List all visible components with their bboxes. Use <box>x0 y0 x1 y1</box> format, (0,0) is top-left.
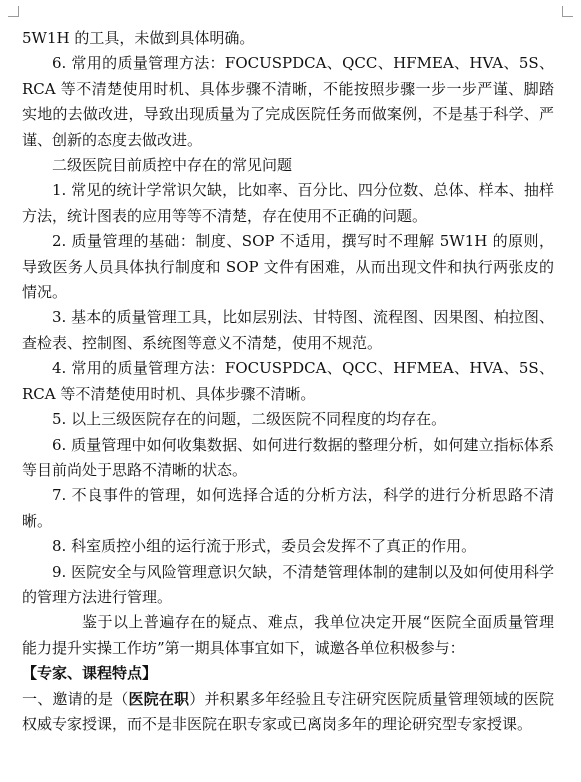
bold-text: 医院在职 <box>128 689 190 708</box>
list-item: 4. 常用的质量管理方法：FOCUSPDCA、QCC、HFMEA、HVA、5S、RCA 等不清楚使用时机、具体步骤不清晰。 <box>22 359 554 403</box>
list-item: 9. 医院安全与风险管理意识欠缺，不清楚管理体制的建制以及如何使用科学的管理方法进行管理。 <box>22 562 554 606</box>
list-item: 1. 常见的统计学常识欠缺，比如率、百分比、四分位数、总体、样本、抽样方法，统计图表的应用等等不清楚，存在使用不正确的问题。 <box>22 181 554 225</box>
paragraph: 6. 常用的质量管理方法：FOCUSPDCA、QCC、HFMEA、HVA、5S、RCA 等不清楚使用时机、具体步骤不清晰，不能按照步骤一步一步严谨、脚踏实地的去做改进，导致出现质量为了完成医院任务而做案例，不是基于科学、严谨、创新的态度去做改进。 <box>22 54 554 149</box>
section-heading: 【专家、课程特点】 <box>22 664 158 683</box>
text-run: ）并积累多年经验且专注研究医院质量管理领域的医院权威专家授课，而不是非医院在职专家或已离岗多年的理论研究型专家授课。 <box>22 689 554 733</box>
paragraph: 5W1H 的工具，未做到具体明确。 <box>22 29 255 47</box>
list-item: 6. 质量管理中如何收集数据、如何进行数据的整理分析，如何建立指标体系等目前尚处于思路不清晰的状态。 <box>22 435 554 479</box>
invitation-paragraph: 鉴于以上普遍存在的疑点、难点，我单位决定开展“医院全面质量管理能力提升实操工作坊”第一期具体事宜如下，诚邀各单位积极参与： <box>22 613 554 657</box>
list-item: 5. 以上三级医院存在的问题，二级医院不同程度的均存在。 <box>52 410 447 429</box>
list-item: 7. 不良事件的管理，如何选择合适的分析方法，科学的进行分析思路不清晰。 <box>22 486 554 530</box>
section-title: 二级医院目前质控中存在的常见问题 <box>52 156 293 175</box>
text-run: 一、邀请的是（ <box>22 689 129 708</box>
paragraph-expert-feature <box>22 687 554 738</box>
list-item: 3. 基本的质量管理工具，比如层别法、甘特图、流程图、因果图、柏拉图、查检表、控制图、系统图等意义不清楚，使用不规范。 <box>22 308 554 352</box>
page-corner-mark-left <box>8 6 19 17</box>
document-body <box>22 26 554 737</box>
list-item: 8. 科室质控小组的运行流于形式，委员会发挥不了真正的作用。 <box>52 537 477 556</box>
page-corner-mark-right <box>562 6 573 17</box>
list-item: 2. 质量管理的基础：制度、SOP 不适用，撰写时不理解 5W1H 的原则，导致医务人员具体执行制度和 SOP 文件有困难，从而出现文件和执行两张皮的情况。 <box>22 232 554 302</box>
